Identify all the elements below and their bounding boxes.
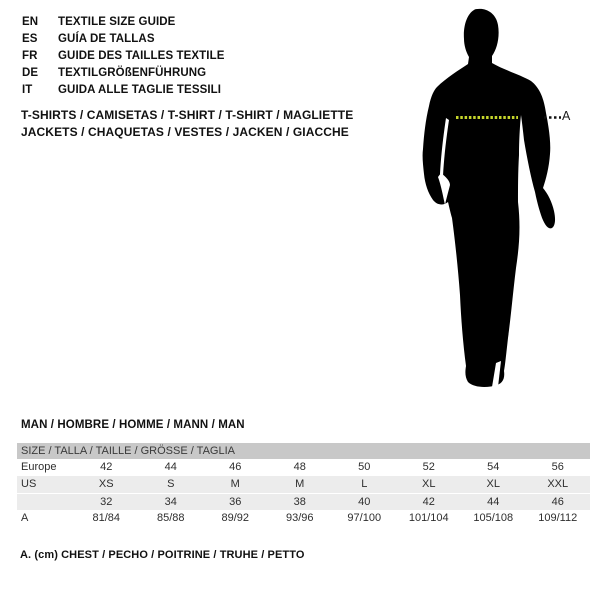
table-cell: XS [98,478,114,490]
language-label: GUIDA ALLE TAGLIE TESSILI [58,83,222,96]
table-cell: 40 [358,496,371,508]
table-cell: M [230,478,240,490]
table-cell: 36 [229,496,242,508]
language-row-en [22,13,225,30]
size-table-header: SIZE / TALLA / TAILLE / GRÖSSE / TAGLIA [17,443,590,459]
row-label: A [21,512,29,524]
language-code: EN [22,15,39,28]
table-row-chest-a [17,510,590,527]
table-cell: 93/96 [285,512,314,524]
language-code: DE [22,66,39,79]
table-cell: 42 [422,496,435,508]
table-cell: 34 [164,496,177,508]
category-tshirts: T-SHIRTS / CAMISETAS / T-SHIRT / T-SHIRT / MAGLIETTE [21,108,354,122]
table-cell: 44 [164,461,177,473]
language-label: GUÍA DE TALLAS [58,32,155,45]
language-row-es [22,30,225,47]
table-cell: S [167,478,175,490]
man-silhouette [423,9,555,387]
section-title-man: MAN / HOMBRE / HOMME / MANN / MAN [21,419,245,431]
size-table [17,443,590,527]
measure-label-a: A [562,109,571,123]
table-cell: 48 [293,461,306,473]
language-code: IT [22,83,33,96]
table-cell: 52 [422,461,435,473]
language-code: FR [22,49,38,62]
table-row-us-numeric [17,493,590,510]
table-row-europe [17,459,590,476]
table-cell: 46 [229,461,242,473]
table-cell: 42 [100,461,113,473]
man-silhouette-figure [400,0,600,420]
table-cell: 101/104 [408,512,449,524]
table-cell: 32 [100,496,113,508]
table-cell: 54 [487,461,500,473]
table-cell: 44 [487,496,500,508]
language-label: GUIDE DES TAILLES TEXTILE [58,49,225,62]
table-cell: 89/92 [221,512,250,524]
language-row-it [22,81,225,98]
row-label: US [21,478,37,490]
table-cell: 50 [358,461,371,473]
language-label: TEXTILGRÖßENFÜHRUNG [58,66,207,79]
table-row-us [17,476,590,493]
footnote-chest-measure: A. (cm) CHEST / PECHO / POITRINE / TRUHE / PETTO [20,549,305,561]
garment-categories [21,107,353,140]
table-cell: 97/100 [347,512,382,524]
table-cell: 56 [551,461,564,473]
table-cell: 105/108 [473,512,514,524]
language-list [22,13,225,98]
table-cell: 38 [293,496,306,508]
language-code: ES [22,32,38,45]
language-label: TEXTILE SIZE GUIDE [58,15,176,28]
table-cell: L [361,478,368,490]
category-jackets: JACKETS / CHAQUETAS / VESTES / JACKEN / GIACCHE [21,124,349,139]
table-cell: M [295,478,305,490]
table-cell: XXL [547,478,569,490]
language-row-de [22,64,225,81]
table-cell: 46 [551,496,564,508]
table-cell: XL [422,478,436,490]
table-cell: 81/84 [92,512,121,524]
row-label: Europe [21,461,57,473]
table-cell: 109/112 [538,512,578,524]
row-label [17,494,74,510]
table-cell: 85/88 [156,512,185,524]
table-cell: XL [486,478,500,490]
language-row-fr [22,47,225,64]
